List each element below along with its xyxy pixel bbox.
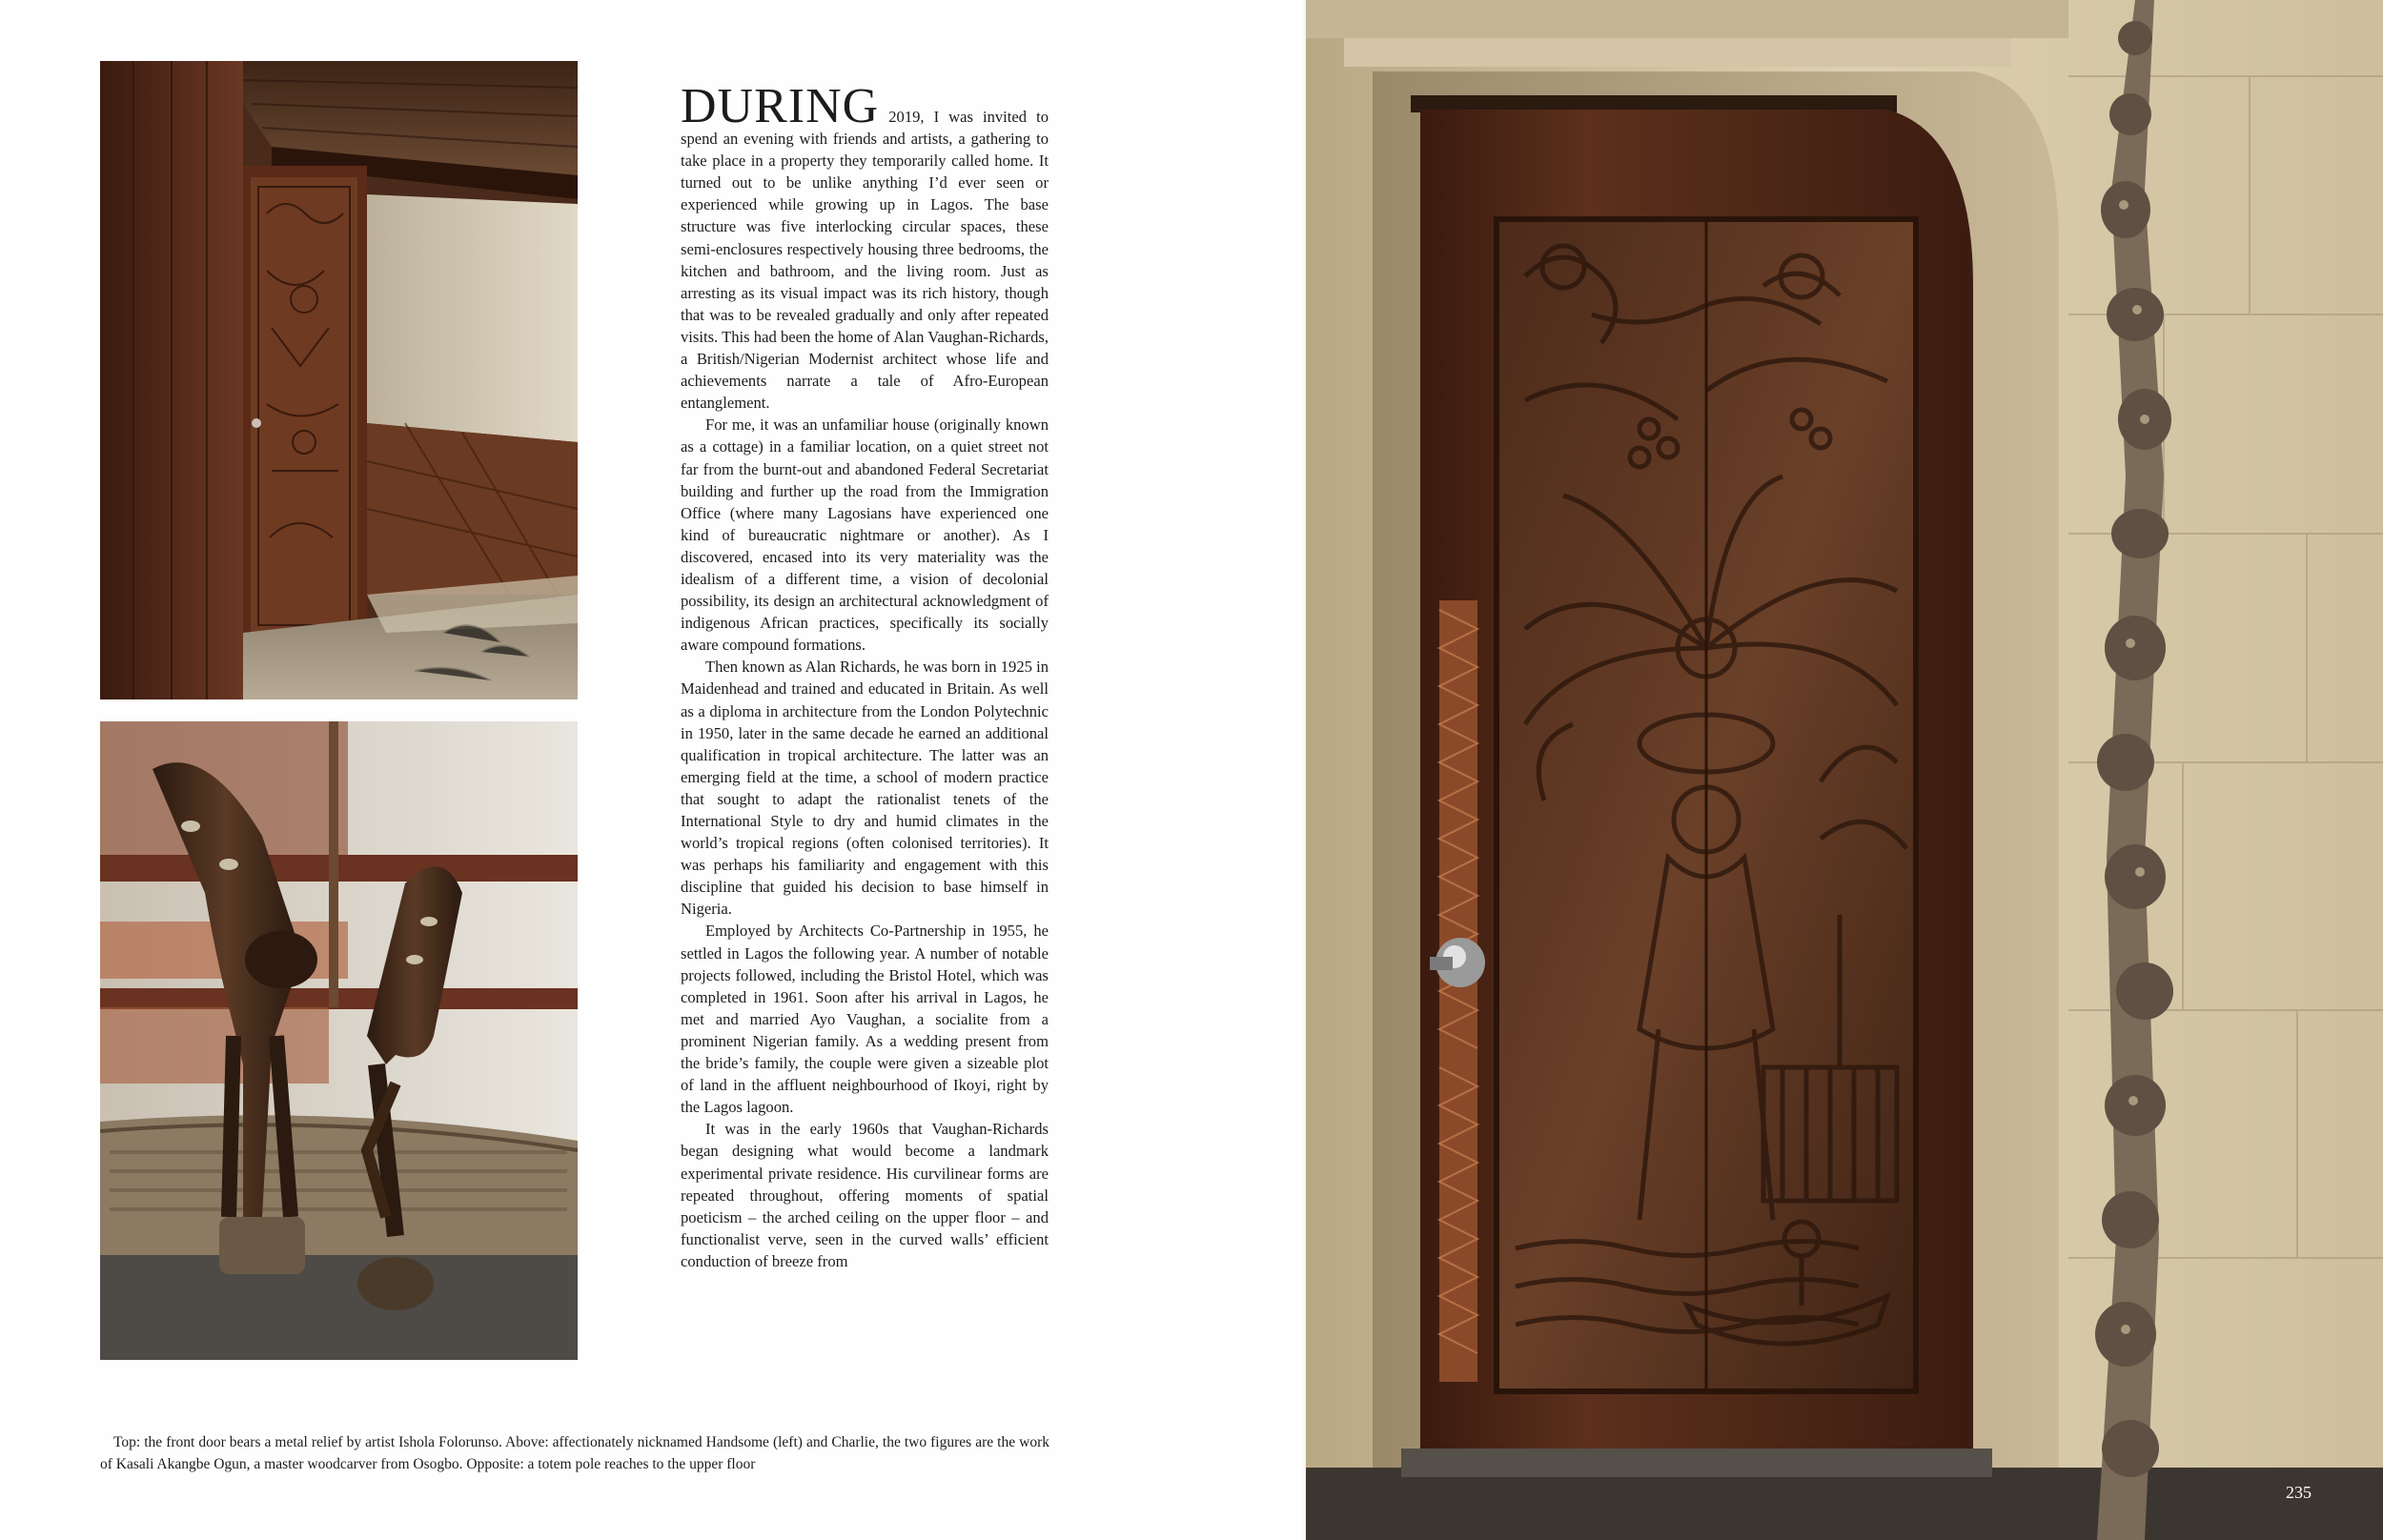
paragraph-1-text: 2019, I was invited to spend an evening with friends and artists, a gathering to take place in a property they temporarily called home. It turned out to be unlike anything I’d ever seen or experienced while growing up in Lagos. The base structure was five interlocking circular spaces, these semi-enclosures respectively housing three bedrooms, the kitchen and bathroom, and the living room. Just as arresting as its visual impact was its rich history, though that was to be revealed gradually and only after repeated visits. This had been the home of Alan Vaughan-Richards, a British/Nigerian Modernist architect whose life and achievements narrate a tale of Afro-European entanglement. xyxy=(681,108,1049,413)
photo-caption: Top: the front door bears a metal relief by artist Ishola Folorunso. Above: affectionately nicknamed Handsome (left) and Charlie, the two figures are the work of Kasali Akangbe Ogun, a master woodcarver from Osogbo. Opposite: a totem pole reaches to the upper floor xyxy=(100,1434,1049,1472)
page-number: 235 xyxy=(2286,1483,2312,1502)
hallway-illustration xyxy=(100,61,578,699)
article-paragraph-1 xyxy=(681,79,1049,414)
article-paragraph-5: It was in the early 1960s that Vaughan-Richards began designing what would become a landmark experimental private residence. His curvilinear forms are repeated throughout, offering moments of spatial poeticism – the arched ceiling on the upper floor – and functionalist verve, seen in the curved walls’ efficient conduction of breeze from xyxy=(681,1120,1049,1270)
door-totem-illustration xyxy=(1306,0,2383,1540)
article-paragraph-4: Employed by Architects Co-Partnership in 1955, he settled in Lagos the following year. A number of notable projects followed, including the Bristol Hotel, which was completed in 1961. Soon after his arrival in Lagos, he met and married Ayo Vaughan, a socialite from a prominent Nigerian family. As a wedding present from the bride’s family, the couple were given a sizeable plot of land in the affluent neighbourhood of Ikoyi, right by the Lagos lagoon. xyxy=(681,922,1049,1117)
photo-carved-door-totem xyxy=(1306,0,2383,1540)
article-paragraph-2: For me, it was an unfamiliar house (originally known as a cottage) in a familiar location, on a quiet street not far from the burnt-out and abandoned Federal Secretariat building and further up the road from the Immigration Office (where many Lagosians have experienced one kind of bureaucratic nightmare or another). As I discovered, encased into its very materiality was the idealism of a different time, a vision of decolonial possibility, its design an architectural acknowledgment of indigenous African practices, specifically its socially aware compound formations. xyxy=(681,415,1049,655)
article-body xyxy=(681,79,1049,1272)
article-paragraph-3: Then known as Alan Richards, he was born in 1925 in Maidenhead and trained and educated in Britain. As well as a diploma in architecture from the London Polytechnic in 1950, later in the same decade he earned an additional qualification in tropical architecture. The latter was an emerging field at the time, a school of modern practice that sought to adapt the rationalist tenets of the International Style to dry and humid climates in the world’s tropical regions (often colonised territories). It was perhaps his familiarity and engagement with this discipline that guided his decision to base himself in Nigeria. xyxy=(681,658,1049,919)
photo-carved-figures xyxy=(100,721,578,1360)
figures-illustration xyxy=(100,721,578,1360)
photo-front-door-hallway xyxy=(100,61,578,699)
drop-word: DURING xyxy=(681,79,880,133)
